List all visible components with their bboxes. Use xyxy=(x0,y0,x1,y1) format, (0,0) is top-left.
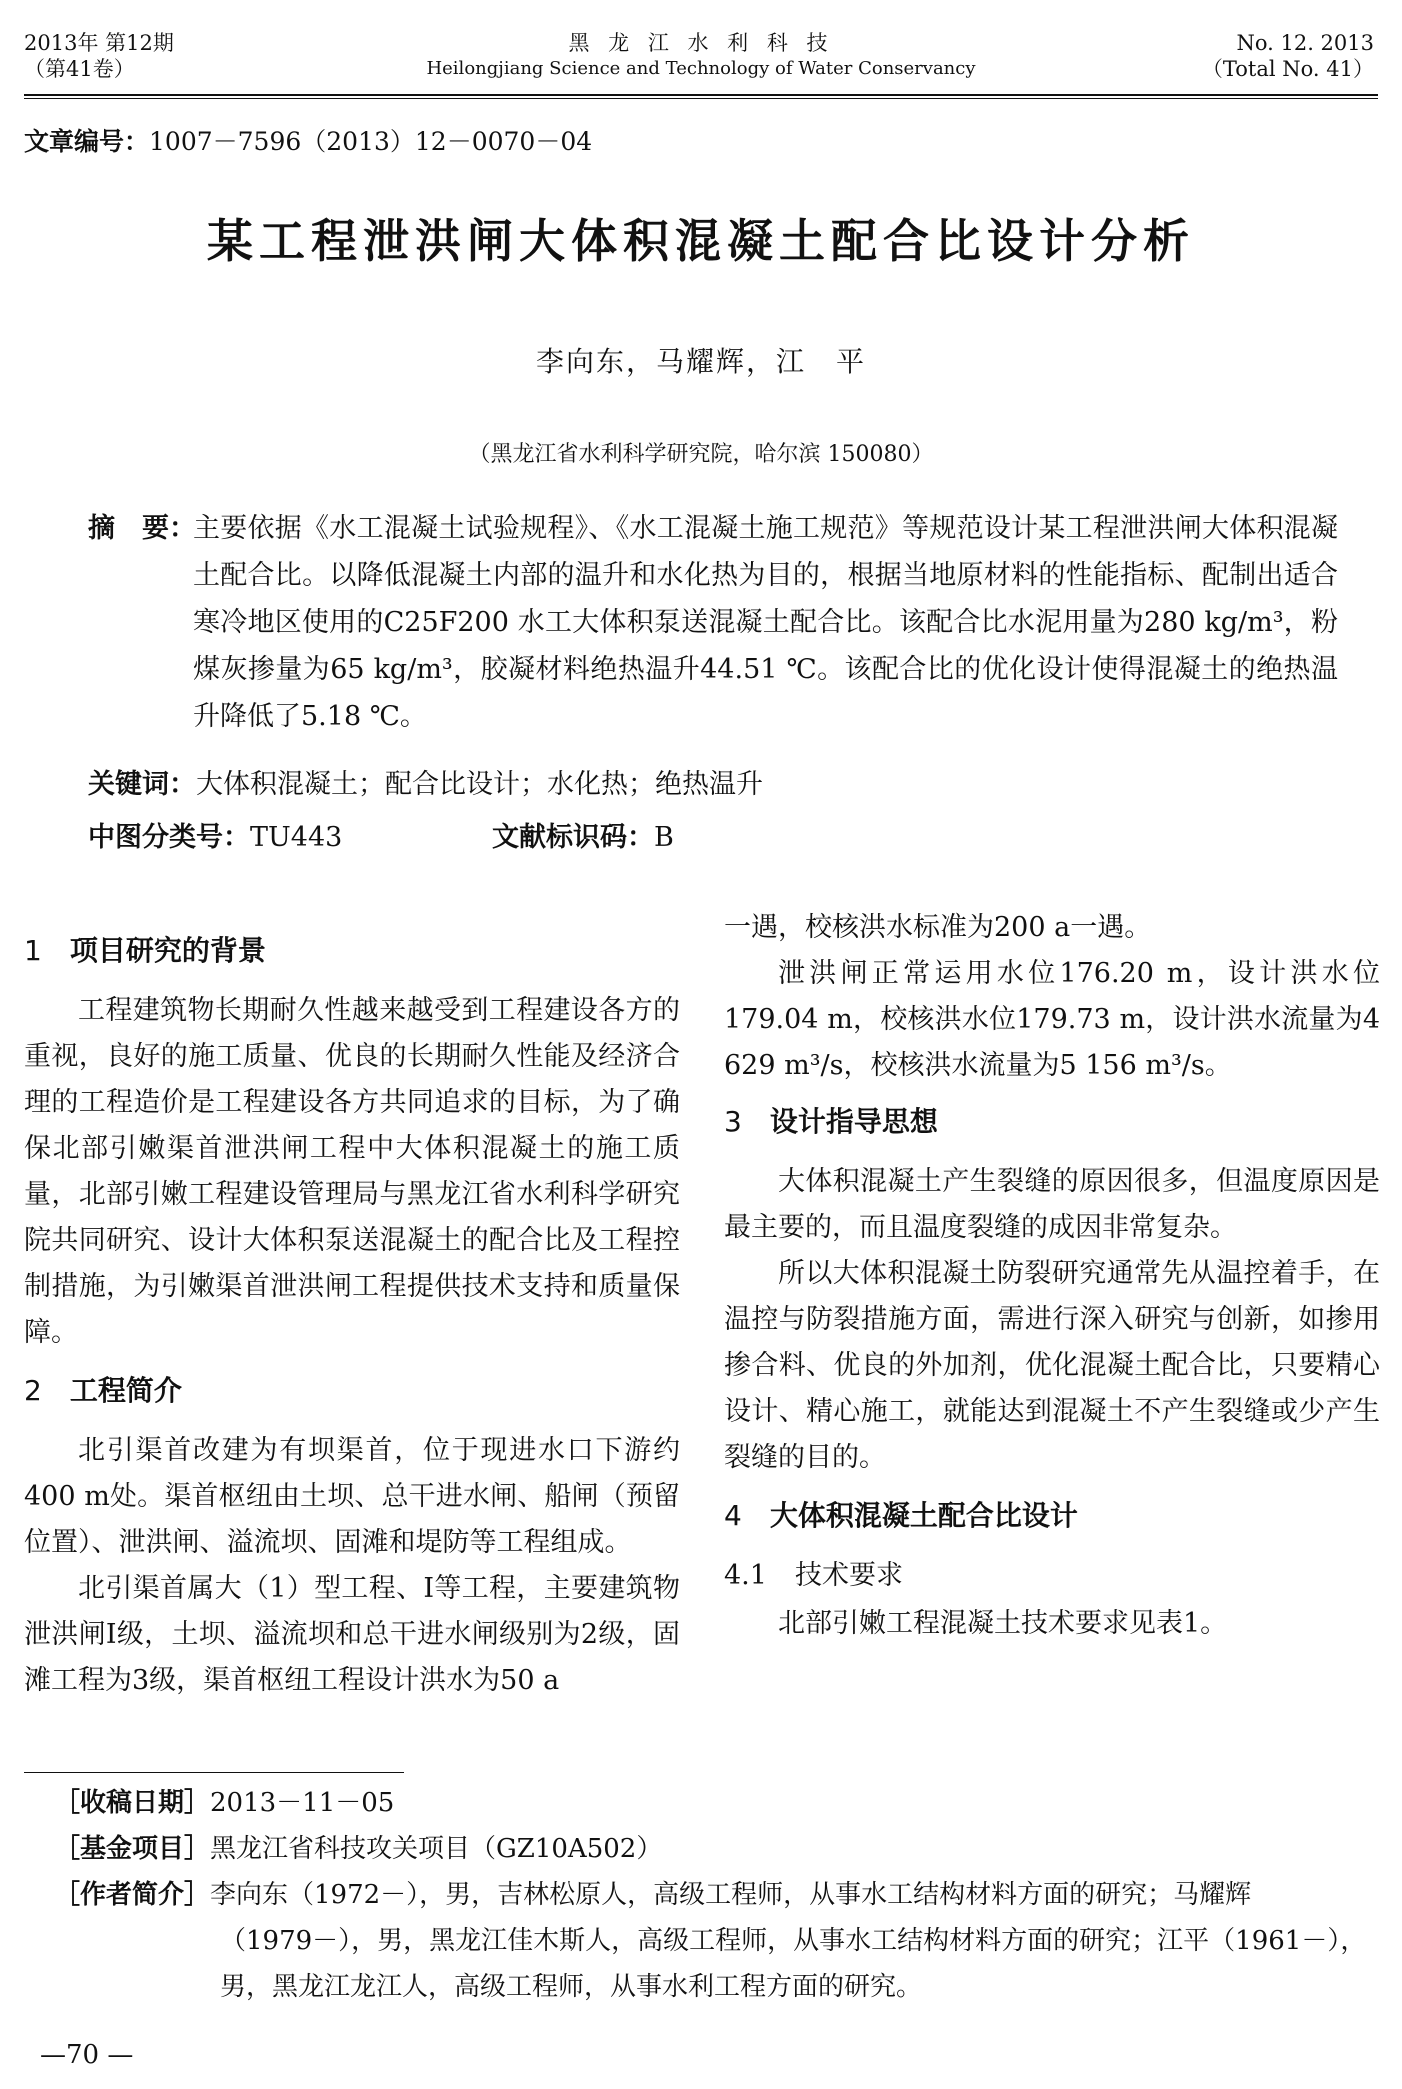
classification-number xyxy=(88,815,342,854)
article-number-value: 1007－7596（2013）12－0070－04 xyxy=(149,127,593,156)
issue-year-number: 2013年 第12期 xyxy=(24,31,174,55)
section-title: 项目研究的背景 xyxy=(69,934,266,967)
issue-info-en xyxy=(1202,30,1374,82)
footnotes xyxy=(54,1780,1384,2010)
author-bio-line: （1979－），男，黑龙江佳木斯人，高级工程师，从事水工结构材料方面的研究；江平（1961－）， xyxy=(220,1926,1367,1956)
footnote-rule xyxy=(24,1772,404,1773)
right-column xyxy=(724,905,1380,1647)
section-number: 2 xyxy=(24,1374,42,1407)
author-bio-line: 李向东（1972－），男，吉林松原人，高级工程师，从事水工结构材料方面的研究；马耀辉 xyxy=(210,1880,1252,1910)
classification-label: 中图分类号： xyxy=(88,822,250,853)
section-number: 1 xyxy=(24,934,42,967)
paragraph: 工程建筑物长期耐久性越来越受到工程建设各方的重视，良好的施工质量、优良的长期耐久性能及经济合理的工程造价是工程建设各方共同追求的目标，为了确保北部引嫩渠首泄洪闸工程中大体积混凝土的施工质量，北部引嫩工程建设管理局与黑龙江省水利科学研究院共同研究、设计大体积泵送混凝土的配合比及工程控制措施，为引嫩渠首泄洪闸工程提供技术支持和质量保障。 xyxy=(24,995,680,1348)
received-date-label: ［收稿日期］ xyxy=(54,1788,211,1818)
abstract-label: 摘 要： xyxy=(88,513,196,544)
author-bio-line: 男，黑龙江龙江人，高级工程师，从事水利工程方面的研究。 xyxy=(220,1972,923,2002)
fund-project-label: ［基金项目］ xyxy=(54,1834,211,1864)
keywords xyxy=(88,762,763,801)
issue-number-en: No. 12. 2013 xyxy=(1236,31,1374,55)
affiliation: （黑龙江省水利科学研究院，哈尔滨 150080） xyxy=(468,442,934,467)
page-number: —70 — xyxy=(40,2040,134,2070)
document-code xyxy=(492,815,674,854)
paragraph: 泄洪闸正常运用水位176.20 m，设计洪水位179.04 m，校核洪水位179.73 m，设计洪水流量为4 629 m³/s，校核洪水流量为5 156 m³/s。 xyxy=(724,958,1380,1081)
paragraph: 北部引嫩工程混凝土技术要求见表1。 xyxy=(778,1608,1228,1639)
header-rule xyxy=(24,94,1378,96)
subsection-heading-4-1 xyxy=(724,1553,1380,1599)
abstract xyxy=(88,505,1338,740)
journal-name xyxy=(0,30,1402,82)
issue-volume: （第41卷） xyxy=(24,57,135,81)
section-heading-3 xyxy=(724,1099,1380,1145)
received-date-value: 2013－11－05 xyxy=(210,1788,395,1818)
section-title: 设计指导思想 xyxy=(769,1105,938,1138)
section-number: 4 xyxy=(724,1499,742,1532)
article-number xyxy=(24,122,592,158)
journal-name-cn: 黑 龙 江 水 利 科 技 xyxy=(568,31,834,55)
keywords-text: 大体积混凝土；配合比设计；水化热；绝热温升 xyxy=(196,769,763,800)
paragraph: 北引渠首改建为有坝渠首，位于现进水口下游约400 m处。渠首枢纽由土坝、总干进水闸、船闸（预留位置）、泄洪闸、溢流坝、固滩和堤防等工程组成。 xyxy=(24,1435,680,1558)
left-column xyxy=(24,920,680,1704)
document-code-value: B xyxy=(654,822,674,853)
author-bio xyxy=(54,1872,1384,2010)
paragraph: 大体积混凝土产生裂缝的原因很多，但温度原因是最主要的，而且温度裂缝的成因非常复杂。 xyxy=(724,1166,1380,1243)
paragraph: 北引渠首属大（1）型工程、Ⅰ等工程，主要建筑物泄洪闸Ⅰ级，土坝、溢流坝和总干进水闸级别为2级，固滩工程为3级，渠首枢纽工程设计洪水为50 a xyxy=(24,1573,680,1696)
classification-value: TU443 xyxy=(250,822,343,853)
abstract-text: 主要依据《水工混凝土试验规程》、《水工混凝土施工规范》等规范设计某工程泄洪闸大体积混凝土配合比。以降低混凝土内部的温升和水化热为目的，根据当地原材料的性能指标、配制出适合寒冷地区使用的C25F200 水工大体积泵送混凝土配合比。该配合比水泥用量为280 kg/m³，粉煤灰掺量为65 kg/m³，胶凝材料绝热温升44.51 ℃。该配合比的优化设计使得混凝土的绝热温升降低了5.18 ℃。 xyxy=(193,513,1338,732)
subsection-number: 4.1 xyxy=(724,1560,767,1591)
issue-total-en: （Total No. 41） xyxy=(1201,57,1374,81)
subsection-title: 技术要求 xyxy=(794,1560,903,1591)
authors: 李向东，马耀辉，江 平 xyxy=(535,345,866,378)
header-rule-thin xyxy=(24,98,1378,99)
section-number: 3 xyxy=(724,1105,742,1138)
section-heading-1 xyxy=(24,928,680,974)
fund-project xyxy=(54,1826,1384,1872)
keywords-label: 关键词： xyxy=(88,769,196,800)
section-title: 大体积混凝土配合比设计 xyxy=(769,1499,1078,1532)
section-heading-4 xyxy=(724,1493,1380,1539)
document-code-label: 文献标识码： xyxy=(492,822,654,853)
paragraph: 所以大体积混凝土防裂研究通常先从温控着手，在温控与防裂措施方面，需进行深入研究与创新，如掺用掺合料、优良的外加剂，优化混凝土配合比，只要精心设计、精心施工，就能达到混凝土不产生裂缝或少产生裂缝的目的。 xyxy=(724,1258,1380,1473)
received-date xyxy=(54,1780,1384,1826)
section-title: 工程简介 xyxy=(69,1374,182,1407)
section-heading-2 xyxy=(24,1368,680,1414)
author-bio-label: ［作者简介］ xyxy=(54,1880,211,1910)
journal-name-en: Heilongjiang Science and Technology of Water Conservancy xyxy=(426,58,976,79)
article-number-label: 文章编号： xyxy=(24,127,150,156)
paper-title: 某工程泄洪闸大体积混凝土配合比设计分析 xyxy=(207,214,1195,268)
fund-project-value: 黑龙江省科技攻关项目（GZ10A502） xyxy=(210,1834,663,1864)
paragraph-continued: 一遇，校核洪水标准为200 a一遇。 xyxy=(724,912,1152,943)
